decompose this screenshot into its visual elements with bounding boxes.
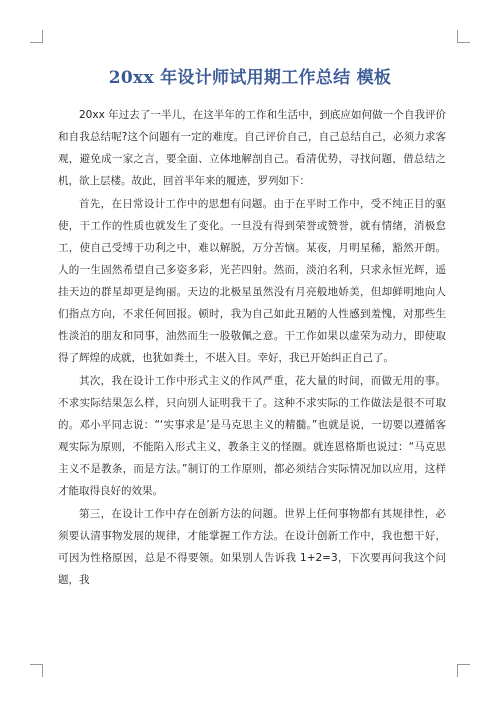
document-title: 20xx 年设计师试用期工作总结 模板 — [108, 68, 392, 88]
paragraph-second-point: 其次，我在设计工作中形式主义的作风严重，花大量的时间，而做无用的事。不求实际结果怎么样，只向别人证明我干了。这种不求实际的工作做法是很不可取的。邓小平同志说：“‘实事求是’是马克思主义的精髓。”也就是说，一切要以遵循客观实际为原则，不能陷入形式主义，教条主义的怪圈。就连恩格斯也说过：“马克思主义不是教条，而是方法。”制订的工作原则，都必须结合实际情况加以应用，这样才能取得良好的效果。 — [58, 375, 446, 497]
document-body — [58, 104, 446, 592]
paragraph-third-point: 第三，在设计工作中存在创新方法的问题。世界上任何事物都有其规律性，必须要认清事物发展的规律，才能掌握工作方法。在设计创新工作中，我也想干好，可因为性格原因，总是不得要领。如果别人告诉我 1+2=3，下次要再问我这个问题，我 — [58, 508, 446, 586]
paragraph-intro: 20xx 年过去了一半儿，在这半年的工作和生活中，到底应如何做一个自我评价和自我总结呢?这个问题有一定的难度。自己评价自己，自己总结自己，必须力求客观，避免成一家之言，要全面、立体地解剖自己。看清优势，寻找问题，借总结之机，欲上层楼。故此，回首半年来的履迹，罗列如下： — [58, 109, 446, 187]
paragraph-first-point: 首先，在日常设计工作中的思想有问题。由于在平时工作中，受不纯正目的驱使，干工作的性质也就发生了变化。一旦没有得到荣誉或赞誉，就有情绪，消极怠工，使自己受缚于功利之中，难以解脱，万分苦恼。某夜，月明星稀，豁然开朗。人的一生固然希望自己多姿多彩，光芒四射。然而，淡泊名利，只求永恒光辉，遥挂天边的群星却更是绚丽。天边的北极星虽然没有月亮般地娇美，但却鲜明地向人们指点方向，不求任何回报。顿时，我为自己如此丑陋的人性感到羞愧，对那些生性淡泊的朋友和同事，油然而生一股敬佩之意。干工作如果以虚荣为动力，即使取得了辉煌的成就，也犹如粪土，不堪入目。幸好，我已开始纠正自己了。 — [58, 198, 446, 364]
page-corner-mark-bottom-right — [457, 664, 470, 677]
page-corner-mark-bottom-left — [30, 664, 43, 677]
page-corner-mark-top-right — [457, 30, 470, 43]
page-corner-mark-top-left — [30, 30, 43, 43]
